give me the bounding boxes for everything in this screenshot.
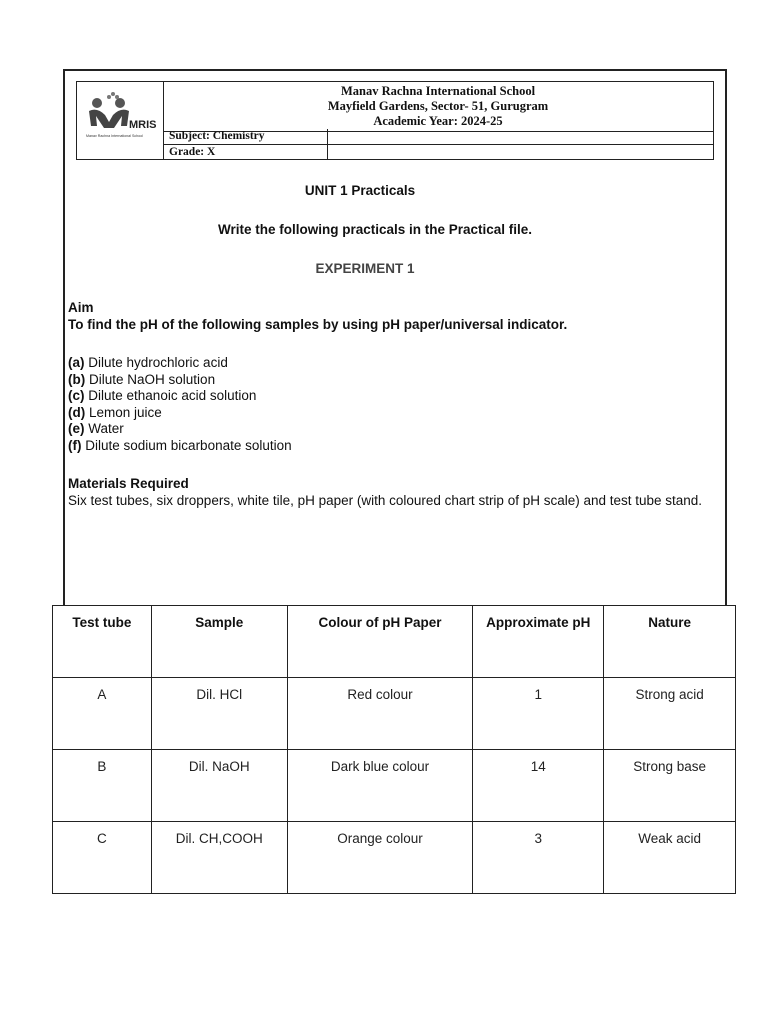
grade-row [163,145,713,160]
list-item: (d) Lemon juice [68,404,162,420]
observation-table [52,605,736,894]
column-header: Sample [151,606,287,678]
column-header: Nature [604,606,736,678]
svg-text:MRIS: MRIS [129,119,157,131]
table-row [53,822,736,894]
list-item: (a) Dilute hydrochloric acid [68,355,228,370]
aim-section [68,300,718,333]
instruction: Write the following practicals in the Practical file. [217,222,533,237]
materials-section [68,476,718,509]
table-cell: Weak acid [604,822,736,894]
table-cell: Orange colour [287,822,473,894]
school-name: Manav Rachna International School [340,84,536,98]
table-cell: Red colour [287,678,473,750]
svg-text:Manav Rachna International Sch: Manav Rachna International School [86,134,143,138]
table-cell: Dil. HCl [151,678,287,750]
experiment-title: EXPERIMENT 1 [315,261,415,276]
logo-cell [77,82,164,159]
table-cell: 14 [473,750,604,822]
table-cell: A [53,678,152,750]
materials-text: Six test tubes, six droppers, white tile, pH paper (with coloured chart strip of pH scale) and test tube stand. [68,492,703,508]
sample-list [68,355,718,454]
subject-label: Subject: Chemistry [169,130,265,142]
table-cell: Dil. NaOH [151,750,287,822]
column-header: Approximate pH [473,606,604,678]
list-item: (c) Dilute ethanoic acid solution [68,388,257,403]
table-cell: C [53,822,152,894]
table-cell: B [53,750,152,822]
school-address: Mayfield Gardens, Sector- 51, Gurugram [327,99,549,113]
table-cell: Strong acid [604,678,736,750]
subject-row [163,129,713,145]
school-header [76,81,714,160]
column-header: Colour of pH Paper [287,606,473,678]
school-title-cell [163,82,713,132]
grade-label: Grade: X [169,146,216,158]
aim-text: To find the pH of the following samples by using pH paper/universal indicator. [68,316,568,332]
list-item: (e) Water [68,421,124,436]
column-header: Test tube [53,606,152,678]
academic-year: Academic Year: 2024-25 [373,114,503,128]
table-cell: Dil. CH,COOH [151,822,287,894]
table-cell: 1 [473,678,604,750]
list-item: (b) Dilute NaOH solution [68,371,216,387]
table-cell: 3 [473,822,604,894]
table-cell: Dark blue colour [287,750,473,822]
materials-heading: Materials Required [68,476,189,491]
table-row [53,750,736,822]
school-logo [83,88,157,140]
grade-value-cell [327,145,713,160]
table-cell: Strong base [604,750,736,822]
aim-heading: Aim [68,300,94,315]
list-item: (f) Dilute sodium bicarbonate solution [68,437,292,453]
table-row [53,678,736,750]
unit-title: UNIT 1 Practicals [304,183,416,198]
subject-value-cell [327,129,713,144]
table-header-row [53,606,736,678]
